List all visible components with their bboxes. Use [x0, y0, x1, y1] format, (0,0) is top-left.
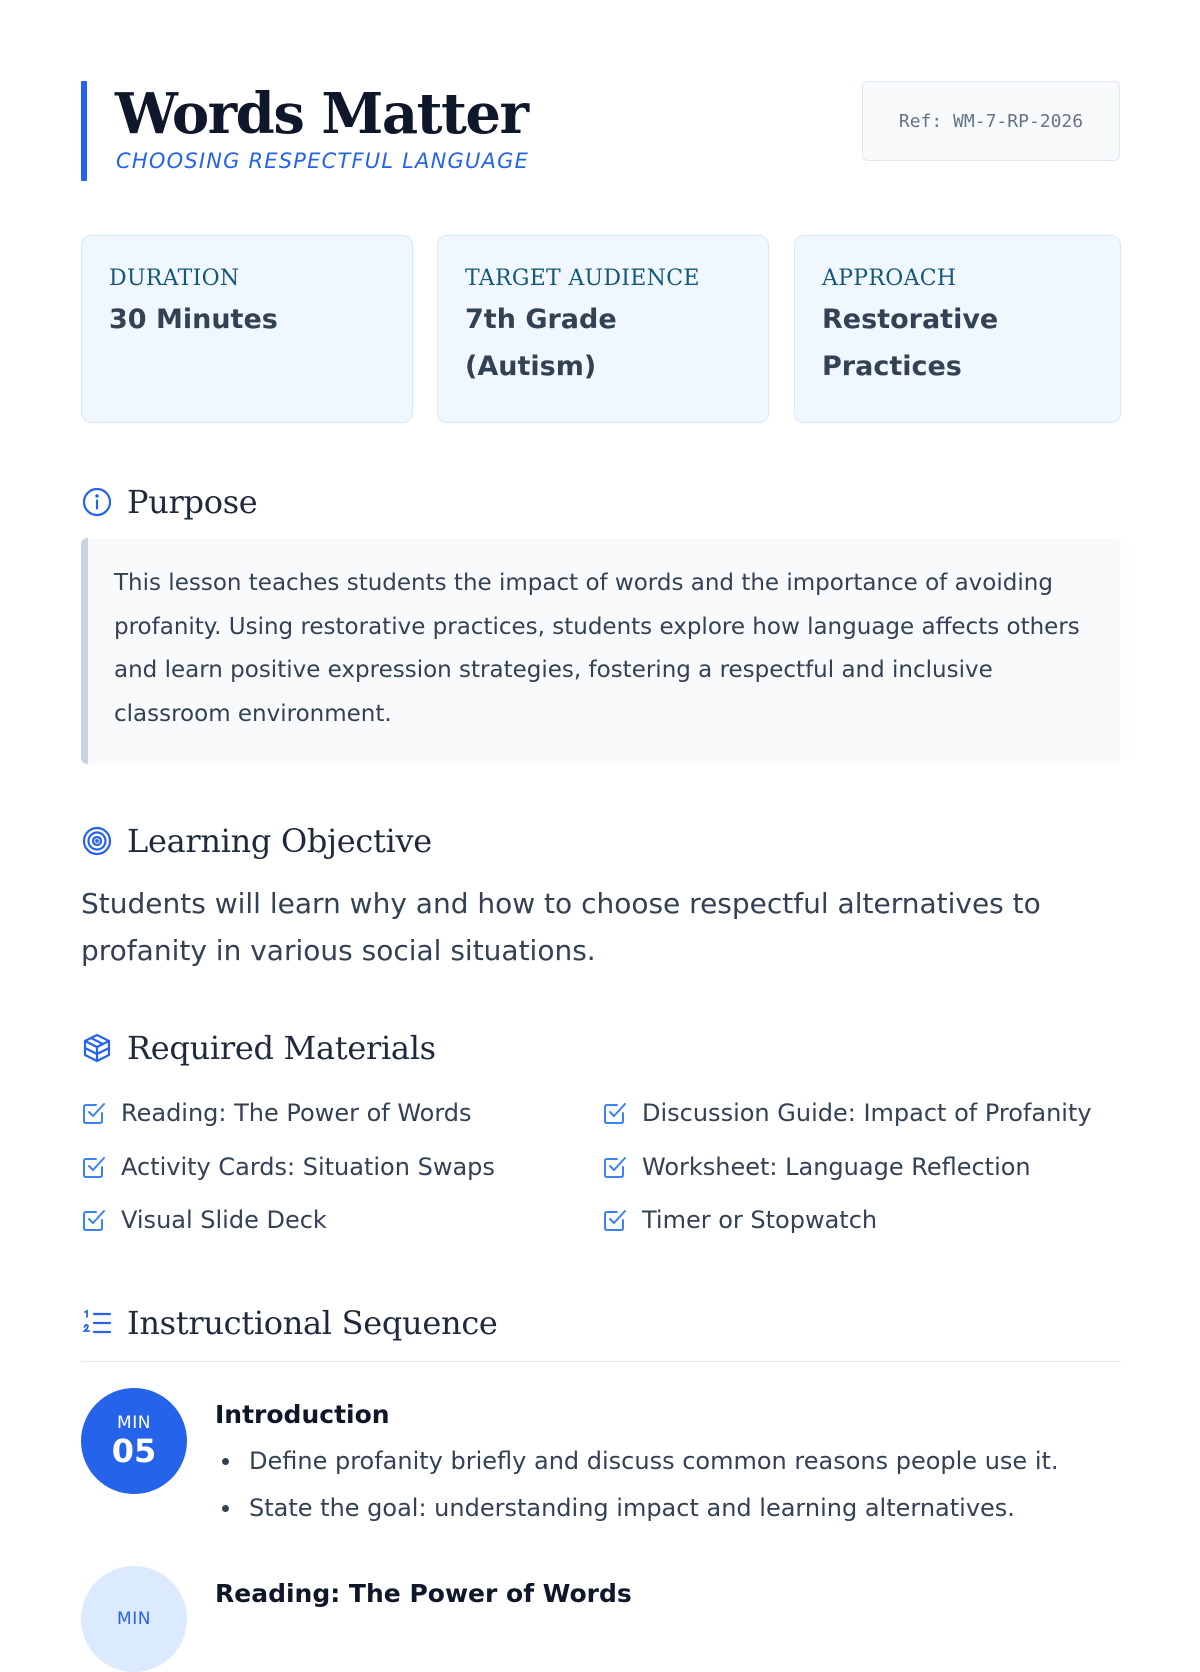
checkbox-checked-icon: [602, 1154, 628, 1180]
checkbox-checked-icon: [602, 1100, 628, 1126]
material-item: [81, 1093, 472, 1133]
material-item: [602, 1200, 877, 1240]
material-label: Reading: The Power of Words: [121, 1099, 472, 1127]
step-title: Reading: The Power of Words: [215, 1579, 632, 1608]
step-minutes: 05: [111, 1432, 157, 1470]
sequence-step: [81, 1566, 1121, 1629]
section-heading-purpose: [81, 480, 257, 524]
info-icon: [81, 486, 113, 518]
step-title: Introduction: [215, 1400, 390, 1429]
ordered-list-icon: [81, 1307, 113, 1339]
title-accent-bar: [81, 81, 87, 181]
info-card-value: 7th Grade (Autism): [465, 304, 617, 382]
material-label: Visual Slide Deck: [121, 1206, 327, 1234]
checkbox-checked-icon: [602, 1207, 628, 1233]
section-heading-sequence: [81, 1301, 498, 1345]
checkbox-checked-icon: [81, 1154, 107, 1180]
checkbox-checked-icon: [81, 1207, 107, 1233]
section-heading-objective: [81, 819, 432, 863]
info-card-audience: [437, 235, 769, 423]
list-item: Define profanity briefly and discuss common reasons people use it.: [215, 1438, 1059, 1485]
step-min-label: MIN: [117, 1413, 151, 1433]
material-label: Activity Cards: Situation Swaps: [121, 1153, 495, 1181]
material-label: Worksheet: Language Reflection: [642, 1153, 1031, 1181]
list-item: State the goal: understanding impact and learning alternatives.: [215, 1485, 1059, 1532]
info-card-label: DURATION: [109, 266, 240, 291]
reference-badge: Ref: WM-7-RP-2026: [862, 81, 1120, 161]
info-card-duration: [81, 235, 413, 423]
info-card-label: APPROACH: [822, 266, 957, 291]
info-card-label: TARGET AUDIENCE: [465, 266, 700, 291]
page-subtitle: CHOOSING RESPECTFUL LANGUAGE: [116, 149, 530, 173]
package-icon: [81, 1032, 113, 1064]
section-title: Instructional Sequence: [127, 1304, 498, 1342]
section-title: Required Materials: [127, 1029, 436, 1067]
purpose-text: This lesson teaches students the impact of words and the importance of avoiding profanity. Using restorative practices, students explore how language affects others and learn positive expression strategies, fostering a respectful and inclusive classroom environment.: [114, 570, 1080, 727]
section-title: Learning Objective: [127, 822, 432, 860]
sequence-step: [81, 1388, 1121, 1528]
page-title: Words Matter: [115, 81, 528, 147]
step-bullet-list: [215, 1438, 1059, 1532]
material-label: Timer or Stopwatch: [642, 1206, 878, 1234]
material-item: [602, 1147, 1031, 1187]
material-label: Discussion Guide: Impact of Profanity: [642, 1099, 1092, 1127]
section-title: Purpose: [127, 483, 258, 521]
info-card-value: Restorative Practices: [822, 304, 999, 382]
material-item: [81, 1200, 327, 1240]
step-duration-badge: [81, 1388, 187, 1494]
checkbox-checked-icon: [81, 1100, 107, 1126]
section-divider: [81, 1361, 1121, 1362]
info-card-value: 30 Minutes: [109, 304, 278, 335]
target-icon: [81, 825, 113, 857]
objective-text: Students will learn why and how to choose respectful alternatives to profanity in various social situations.: [81, 887, 1041, 967]
material-item: [602, 1093, 1092, 1133]
material-item: [81, 1147, 495, 1187]
step-min-label: MIN: [117, 1609, 151, 1629]
step-duration-badge: [81, 1566, 187, 1672]
info-card-approach: [794, 235, 1121, 423]
section-heading-materials: [81, 1026, 436, 1070]
purpose-callout: [81, 538, 1121, 764]
